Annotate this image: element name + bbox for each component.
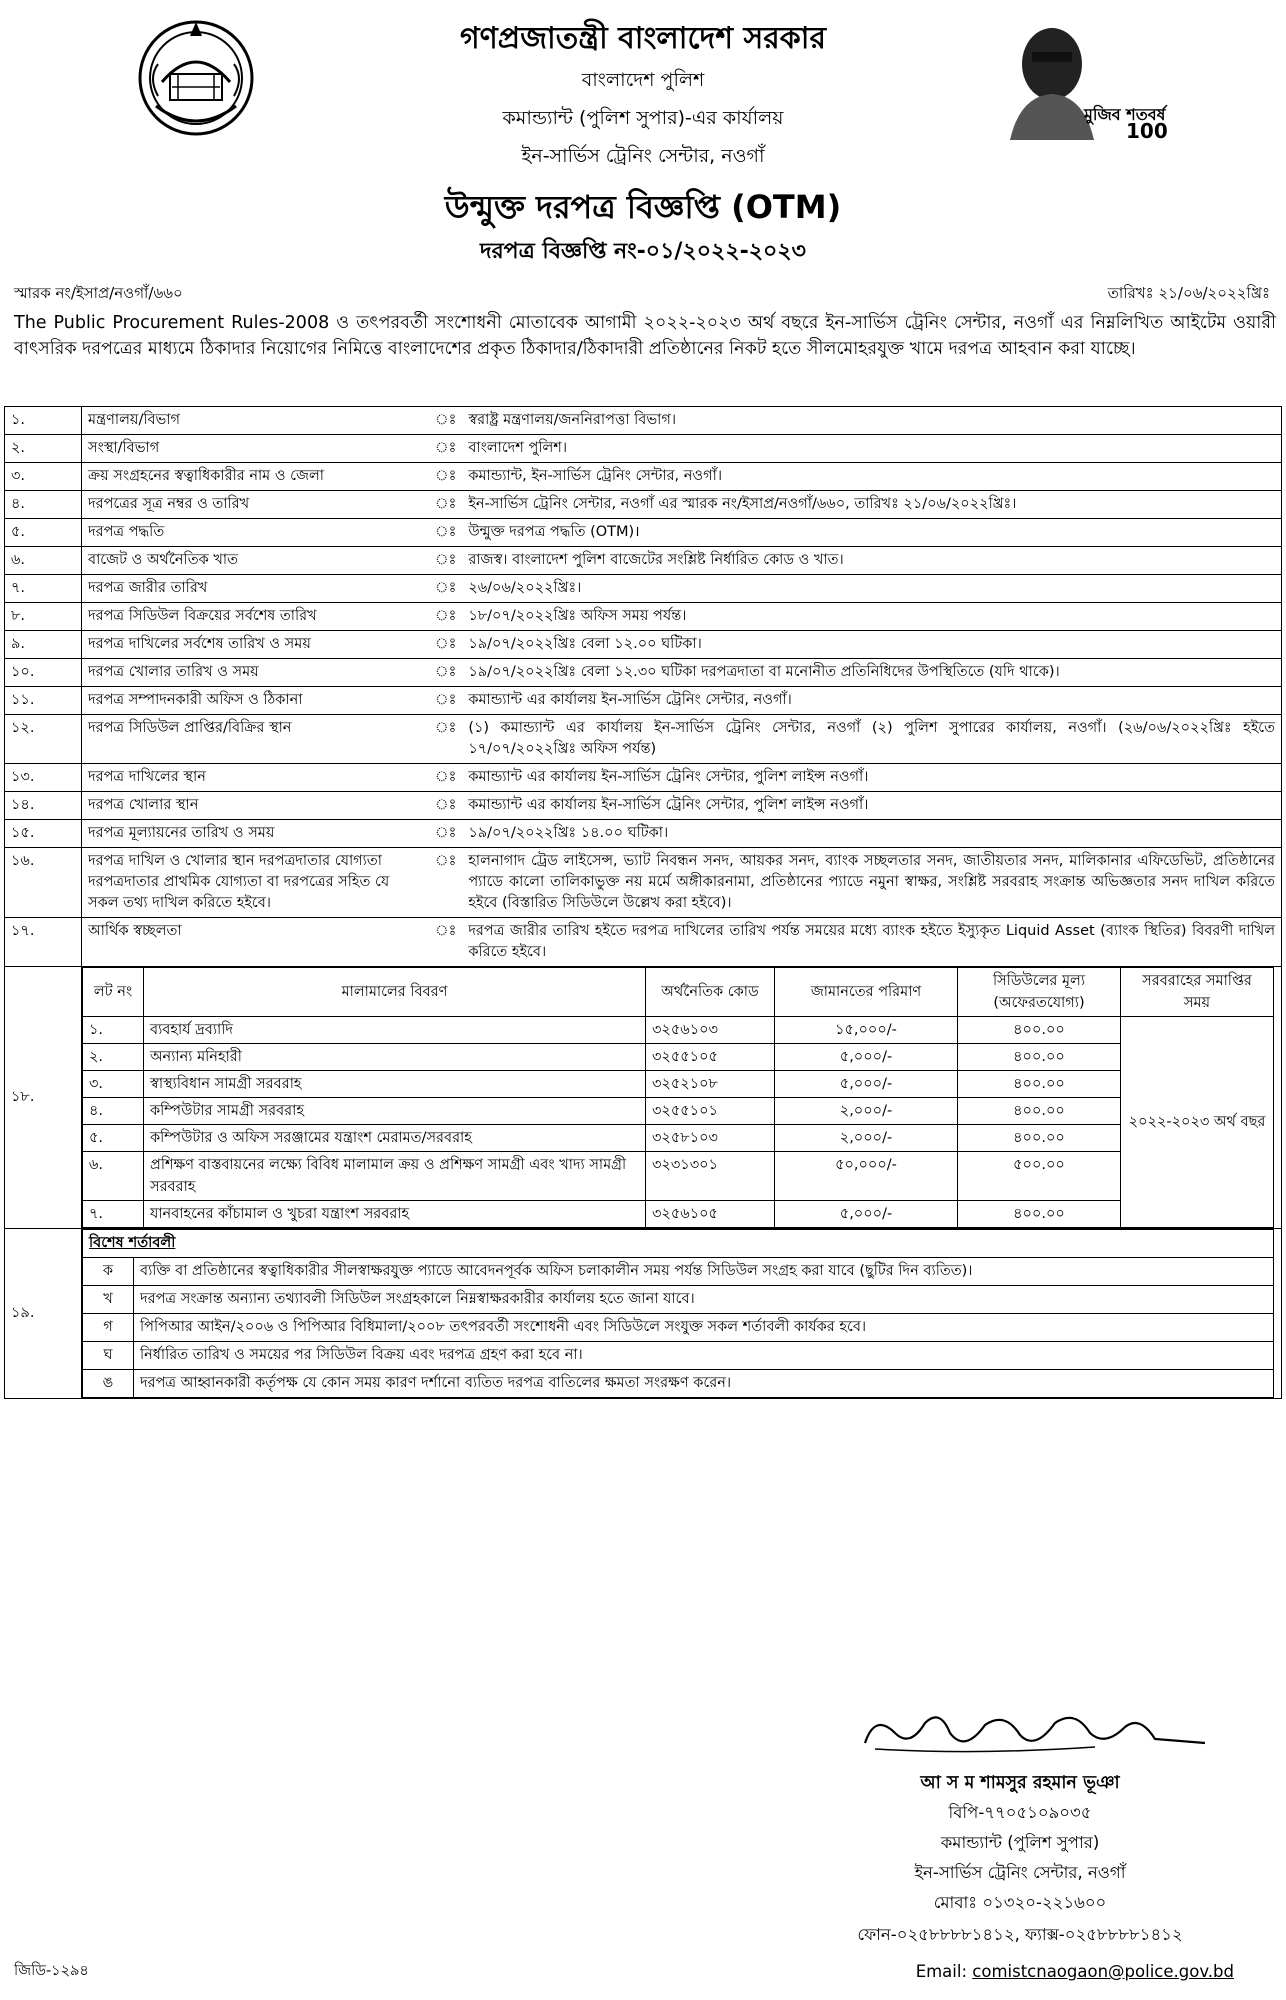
detail-row (5, 491, 1282, 519)
row-value: (১) কমান্ড্যান্ট এর কার্যালয় ইন-সার্ভিস ট্রেনিং সেন্টার, নওগাঁ (২) পুলিশ সুপারের কার্যালয়, নওগাঁ। (২৬/০৬/২০২২খ্রিঃ হইতে ১৭/০৭/২০২২খ্রিঃ অফিস পর্যন্ত) (462, 715, 1281, 764)
row-number: ১১. (5, 687, 82, 715)
lot-number: ৬. (83, 1152, 144, 1201)
row-value: ২৬/০৬/২০২২খ্রিঃ। (462, 575, 1281, 603)
lot-description: প্রশিক্ষণ বাস্তবায়নের লক্ষ্যে বিবিধ মালামাল ক্রয় ও প্রশিক্ষণ সামগ্রী এবং খাদ্য সামগ্রী সরবরাহ (144, 1152, 646, 1201)
lot-price: ৪০০.০০ (958, 1201, 1121, 1228)
lot-price: ৪০০.০০ (958, 1125, 1121, 1152)
memo-number: স্মারক নং/ইসাপ্র/নওগাঁ/৬৬০ (14, 284, 183, 302)
lot-security: ২,০০০/- (775, 1098, 958, 1125)
detail-row (5, 603, 1282, 631)
detail-row (5, 715, 1282, 764)
lot-price: ৫০০.০০ (958, 1152, 1121, 1201)
signatory-office: ইন-সার্ভিস ট্রেনিং সেন্টার, নওগাঁ (914, 1863, 1126, 1882)
row-label: দরপত্র সিডিউল বিক্রয়ের সর্বশেষ তারিখ (82, 603, 430, 631)
condition-text: দরপত্র সংক্রান্ত অন্যান্য তথ্যাবলী সিডিউল সংগ্রহকালে নিম্নস্বাক্ষরকারীর কার্যালয় হতে জানা যাবে। (134, 1286, 1274, 1314)
row-label: দরপত্র খোলার তারিখ ও সময় (82, 659, 430, 687)
lots-table (82, 967, 1274, 1228)
condition-key: গ (83, 1314, 134, 1342)
notice-number: দরপত্র বিজ্ঞপ্তি নং-০১/২০২২-২০২৩ (480, 239, 806, 264)
row-label: দরপত্র মূল্যায়নের তারিখ ও সময় (82, 820, 430, 848)
lot-code: ৩২৩১৩০১ (646, 1152, 775, 1201)
row-number: ১৩. (5, 764, 82, 792)
detail-row (5, 659, 1282, 687)
lots-header-code: অর্থনৈতিক কোড (646, 968, 775, 1017)
detail-row (5, 687, 1282, 715)
row-colon: ঃ (429, 764, 462, 792)
lot-security: ৫,০০০/- (775, 1201, 958, 1228)
row-label: সংস্থা/বিভাগ (82, 435, 430, 463)
row-value: ১৯/০৭/২০২২খ্রিঃ বেলা ১২.০০ ঘটিকা। (462, 631, 1281, 659)
lot-security: ২,০০০/- (775, 1125, 958, 1152)
supply-period: ২০২২-২০২৩ অর্থ বছর (1121, 1017, 1274, 1228)
row-number: ১২. (5, 715, 82, 764)
lot-price: ৪০০.০০ (958, 1044, 1121, 1071)
row-label: দরপত্র খোলার স্থান (82, 792, 430, 820)
lots-row (5, 967, 1282, 1229)
lot-security: ৫,০০০/- (775, 1044, 958, 1071)
row-label: আর্থিক স্বচ্ছলতা (82, 918, 430, 967)
row-number: ১০. (5, 659, 82, 687)
lots-header-desc: মালামালের বিবরণ (144, 968, 646, 1017)
row-label: দরপত্র সিডিউল প্রাপ্তির/বিক্রির স্থান (82, 715, 430, 764)
lot-code: ৩২৫৬১০৫ (646, 1201, 775, 1228)
signature-image (855, 1703, 1215, 1763)
row-colon: ঃ (429, 631, 462, 659)
detail-row (5, 463, 1282, 491)
email-link[interactable]: comistcnaogaon@police.gov.bd (972, 1962, 1234, 1981)
lot-price: ৪০০.০০ (958, 1017, 1121, 1044)
row-colon: ঃ (429, 792, 462, 820)
row-label: দরপত্র দাখিলের সর্বশেষ তারিখ ও সময় (82, 631, 430, 659)
detail-row (5, 519, 1282, 547)
government-title: গণপ্রজাতন্ত্রী বাংলাদেশ সরকার (460, 21, 826, 56)
lot-description: কম্পিউটার সামগ্রী সরবরাহ (144, 1098, 646, 1125)
row-value: স্বরাষ্ট্র মন্ত্রণালয়/জননিরাপত্তা বিভাগ। (462, 407, 1281, 435)
row-label: দরপত্র পদ্ধতি (82, 519, 430, 547)
lot-row (83, 1098, 1274, 1125)
lot-row (83, 1044, 1274, 1071)
notice-date: তারিখঃ ২১/০৬/২০২২খ্রিঃ (1107, 284, 1270, 302)
row-value: দরপত্র জারীর তারিখ হইতে দরপত্র দাখিলের তারিখ পর্যন্ত সময়ের মধ্যে ব্যাংক হইতে ইস্যুকৃত Liquid Asset (ব্যাংক স্থিতির) বিবরণী দাখিল করিতে হইবে। (462, 918, 1281, 967)
tender-details-table (4, 406, 1282, 1399)
condition-text: পিপিআর আইন/২০০৬ ও পিপিআর বিধিমালা/২০০৮ তৎপরবর্তী সংশোধনী এবং সিডিউলে সংযুক্ত সকল শর্তাবলী কার্যকর হবে। (134, 1314, 1274, 1342)
row-number: ৮. (5, 603, 82, 631)
lot-code: ৩২৫৮১০৩ (646, 1125, 775, 1152)
signatory-name: আ স ম শামসুর রহমান ভূঞা (920, 1773, 1120, 1793)
row-value: উন্মুক্ত দরপত্র পদ্ধতি (OTM)। (462, 519, 1281, 547)
condition-key: খ (83, 1286, 134, 1314)
row-colon: ঃ (429, 687, 462, 715)
row-number: ১৯. (5, 1229, 82, 1399)
row-value: ১৯/০৭/২০২২খ্রিঃ বেলা ১২.৩০ ঘটিকা দরপত্রদাতা বা মনোনীত প্রতিনিধিদের উপস্থিতিতে (যদি থাকে)। (462, 659, 1281, 687)
signatory-mobile: মোবাঃ ০১৩২০-২২১৬০০ (933, 1893, 1107, 1912)
lot-row (83, 1201, 1274, 1228)
gd-number: জিডি-১২৯৪ (14, 1963, 89, 1979)
detail-row (5, 820, 1282, 848)
notice-title: উন্মুক্ত দরপত্র বিজ্ঞপ্তি (OTM) (444, 188, 842, 226)
row-number: ৭. (5, 575, 82, 603)
row-number: ৬. (5, 547, 82, 575)
lot-description: কম্পিউটার ও অফিস সরঞ্জামের যন্ত্রাংশ মেরামত/সরবরাহ (144, 1125, 646, 1152)
detail-row (5, 631, 1282, 659)
row-number: ৪. (5, 491, 82, 519)
condition-row (83, 1370, 1274, 1398)
lot-description: যানবাহনের কাঁচামাল ও খুচরা যন্ত্রাংশ সরবরাহ (144, 1201, 646, 1228)
mujib-logo-text: মুজিব শতবর্ষ (1084, 105, 1166, 124)
row-label: দরপত্র দাখিলের স্থান (82, 764, 430, 792)
conditions-title: বিশেষ শর্তাবলী (83, 1230, 1274, 1258)
condition-text: ব্যক্তি বা প্রতিষ্ঠানের স্বত্বাধিকারীর সীলস্বাক্ষরযুক্ত প্যাডে আবেদনপূর্বক অফিস চলাকালীন সময় পর্যন্ত সিডিউল সংগ্রহ করা যাবে (ছুটির দিন ব্যতিত)। (134, 1258, 1274, 1286)
row-number: ১৭. (5, 918, 82, 967)
lot-number: ৫. (83, 1125, 144, 1152)
row-colon: ঃ (429, 491, 462, 519)
lots-header-security: জামানতের পরিমাণ (775, 968, 958, 1017)
row-colon: ঃ (429, 435, 462, 463)
condition-row (83, 1342, 1274, 1370)
detail-row (5, 407, 1282, 435)
row-number: ১৮. (5, 967, 82, 1229)
lot-number: ২. (83, 1044, 144, 1071)
lot-code: ৩২৫২১০৮ (646, 1071, 775, 1098)
lot-description: স্বাস্থ্যবিধান সামগ্রী সরবরাহ (144, 1071, 646, 1098)
email-line (916, 1962, 1234, 1981)
lot-description: অন্যান্য মনিহারী (144, 1044, 646, 1071)
lot-price: ৪০০.০০ (958, 1071, 1121, 1098)
row-colon: ঃ (429, 603, 462, 631)
row-colon: ঃ (429, 547, 462, 575)
email-label: Email: (915, 1962, 968, 1981)
row-colon: ঃ (429, 463, 462, 491)
row-number: ৯. (5, 631, 82, 659)
lot-row (83, 1071, 1274, 1098)
row-value: ইন-সার্ভিস ট্রেনিং সেন্টার, নওগাঁ এর স্মারক নং/ইসাপ্র/নওগাঁ/৬৬০, তারিখঃ ২১/০৬/২০২২খ্রিঃ। (462, 491, 1281, 519)
condition-text: দরপত্র আহ্বানকারী কর্তৃপক্ষ যে কোন সময় কারণ দর্শানো ব্যতিত দরপত্র বাতিলের ক্ষমতা সংরক্ষণ করেন। (134, 1370, 1274, 1398)
row-label: দরপত্র সম্পাদনকারী অফিস ও ঠিকানা (82, 687, 430, 715)
row-label: মন্ত্রণালয়/বিভাগ (82, 407, 430, 435)
detail-row (5, 435, 1282, 463)
row-value: রাজস্ব। বাংলাদেশ পুলিশ বাজেটের সংশ্লিষ্ট নির্ধারিত কোড ও খাত। (462, 547, 1281, 575)
lot-row (83, 1125, 1274, 1152)
row-label: বাজেট ও অর্থনৈতিক খাত (82, 547, 430, 575)
lot-number: ৪. (83, 1098, 144, 1125)
row-number: ৩. (5, 463, 82, 491)
detail-row (5, 792, 1282, 820)
detail-row (5, 575, 1282, 603)
row-number: ১৬. (5, 848, 82, 918)
lot-code: ৩২৫৬১০৩ (646, 1017, 775, 1044)
row-label: দরপত্রের সূত্র নম্বর ও তারিখ (82, 491, 430, 519)
department-name: বাংলাদেশ পুলিশ (581, 69, 705, 91)
lot-number: ১. (83, 1017, 144, 1044)
row-number: ১৫. (5, 820, 82, 848)
condition-text: নির্ধারিত তারিখ ও সময়ের পর সিডিউল বিক্রয় এবং দরপত্র গ্রহণ করা হবে না। (134, 1342, 1274, 1370)
lot-security: ৫০,০০০/- (775, 1152, 958, 1201)
row-value: হালনাগাদ ট্রেড লাইসেন্স, ভ্যাট নিবন্ধন সনদ, আয়কর সনদ, ব্যাংক সচ্ছলতার সনদ, জাতীয়তার সনদ, মালিকানার এফিডেভিট, প্রতিষ্ঠানের প্যাডে কালো তালিকাভুক্ত নয় মর্মে অঙ্গীকারনামা, প্রতিষ্ঠানের প্যাডে নমুনা স্বাক্ষর, সংশ্লিষ্ট সরবরাহ সংক্রান্ত অভিজ্ঞতার সনদ দাখিল করিতে হইবে (বিস্তারিত সিডিউলে উল্লেখ করা হইবে)। (462, 848, 1281, 918)
lots-header-price: সিডিউলের মূল্য (অফেরতযোগ্য) (958, 968, 1121, 1017)
row-label: দরপত্র দাখিল ও খোলার স্থান দরপত্রদাতার যোগ্যতা দরপত্রদাতার প্রাথমিক যোগ্যতা বা দরপত্রের সহিত যে সকল তথ্য দাখিল করিতে হইবে। (82, 848, 430, 918)
signatory-phone-fax: ফোন-০২৫৮৮৮৮১৪১২, ফ্যাক্স-০২৫৮৮৮৮১৪১২ (857, 1925, 1183, 1944)
row-colon: ঃ (429, 820, 462, 848)
row-value: কমান্ড্যান্ট এর কার্যালয় ইন-সার্ভিস ট্রেনিং সেন্টার, পুলিশ লাইন্স নওগাঁ। (462, 792, 1281, 820)
condition-key: ক (83, 1258, 134, 1286)
condition-row (83, 1314, 1274, 1342)
row-number: ১. (5, 407, 82, 435)
conditions-table (82, 1229, 1274, 1398)
signatory-designation: কমান্ড্যান্ট (পুলিশ সুপার) (940, 1833, 1100, 1852)
office-name: কমান্ড্যান্ট (পুলিশ সুপার)-এর কার্যালয় (502, 107, 784, 129)
condition-key: ঙ (83, 1370, 134, 1398)
detail-row (5, 918, 1282, 967)
row-colon: ঃ (429, 918, 462, 967)
row-number: ১৪. (5, 792, 82, 820)
lot-code: ৩২৫৫১০১ (646, 1098, 775, 1125)
row-value: কমান্ড্যান্ট এর কার্যালয় ইন-সার্ভিস ট্রেনিং সেন্টার, নওগাঁ। (462, 687, 1281, 715)
detail-row (5, 848, 1282, 918)
lots-header-lot: লট নং (83, 968, 144, 1017)
row-label: ক্রয় সংগ্রহনের স্বত্বাধিকারীর নাম ও জেলা (82, 463, 430, 491)
detail-row (5, 764, 1282, 792)
condition-row (83, 1286, 1274, 1314)
row-value: বাংলাদেশ পুলিশ। (462, 435, 1281, 463)
row-colon: ঃ (429, 575, 462, 603)
lot-code: ৩২৫৫১০৫ (646, 1044, 775, 1071)
row-number: ২. (5, 435, 82, 463)
row-colon: ঃ (429, 659, 462, 687)
lot-number: ৩. (83, 1071, 144, 1098)
conditions-row (5, 1229, 1282, 1399)
row-number: ৫. (5, 519, 82, 547)
row-colon: ঃ (429, 848, 462, 918)
mujib-logo-100: 100 (1126, 119, 1168, 140)
lot-security: ১৫,০০০/- (775, 1017, 958, 1044)
lot-security: ৫,০০০/- (775, 1071, 958, 1098)
lot-row (83, 1017, 1274, 1044)
detail-row (5, 547, 1282, 575)
row-colon: ঃ (429, 715, 462, 764)
center-name: ইন-সার্ভিস ট্রেনিং সেন্টার, নওগাঁ (521, 145, 765, 167)
row-value: কমান্ড্যান্ট, ইন-সার্ভিস ট্রেনিং সেন্টার, নওগাঁ। (462, 463, 1281, 491)
row-colon: ঃ (429, 407, 462, 435)
lots-header-period: সরবরাহের সমাপ্তির সময় (1121, 968, 1274, 1017)
condition-row (83, 1258, 1274, 1286)
condition-key: ঘ (83, 1342, 134, 1370)
lot-row (83, 1152, 1274, 1201)
row-label: দরপত্র জারীর তারিখ (82, 575, 430, 603)
row-colon: ঃ (429, 519, 462, 547)
lot-price: ৪০০.০০ (958, 1098, 1121, 1125)
intro-paragraph: The Public Procurement Rules-2008 ও তৎপরবর্তী সংশোধনী মোতাবেক আগামী ২০২২-২০২৩ অর্থ বছরে ইন-সার্ভিস ট্রেনিং সেন্টার, নওগাঁ এর নিম্নলিখিত আইটেম ওয়ারী বাৎসরিক দরপত্রের মাধ্যমে ঠিকাদার নিয়োগের নিমিত্তে বাংলাদেশের প্রকৃত ঠিকাদার/ঠিকাদারী প্রতিষ্ঠানের নিকট হতে সীলমোহরযুক্ত খামে দরপত্র আহবান করা যাচ্ছে। (14, 313, 1276, 359)
row-value: ১৮/০৭/২০২২খ্রিঃ অফিস সময় পর্যন্ত। (462, 603, 1281, 631)
row-value: কমান্ড্যান্ট এর কার্যালয় ইন-সার্ভিস ট্রেনিং সেন্টার, পুলিশ লাইন্স নওগাঁ। (462, 764, 1281, 792)
row-value: ১৯/০৭/২০২২খ্রিঃ ১৪.০০ ঘটিকা। (462, 820, 1281, 848)
signatory-bp: বিপি-৭৭০৫১০৯০৩৫ (948, 1803, 1092, 1822)
lot-number: ৭. (83, 1201, 144, 1228)
lot-description: ব্যবহার্য দ্রব্যাদি (144, 1017, 646, 1044)
